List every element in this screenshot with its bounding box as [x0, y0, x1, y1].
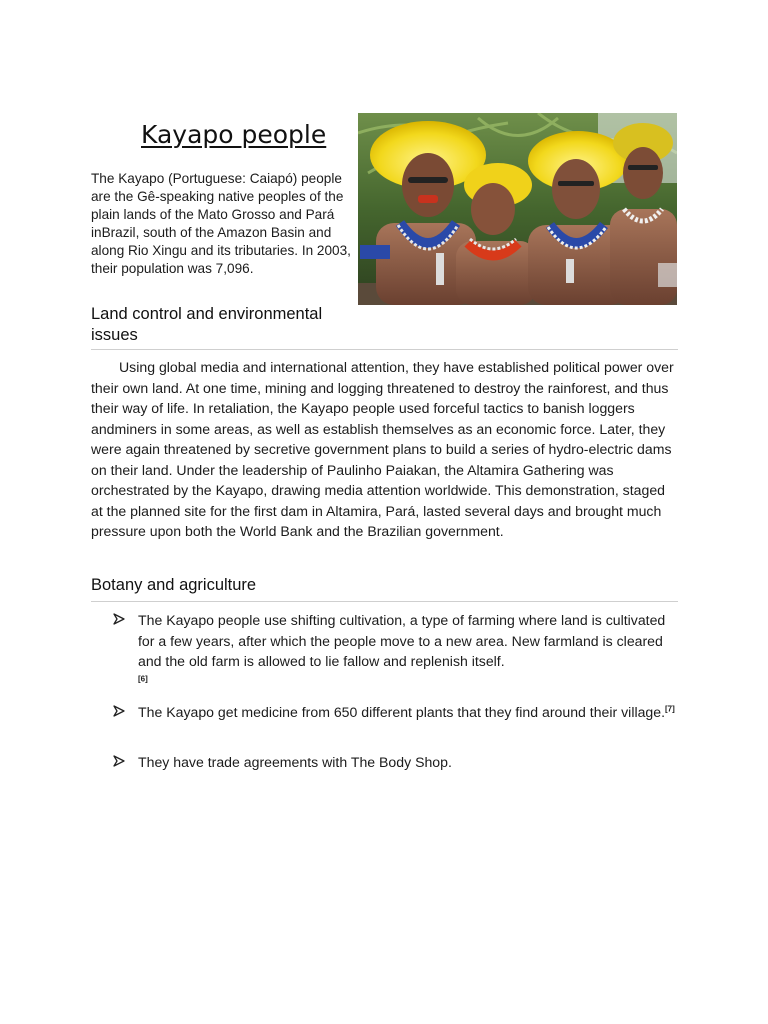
list-item-body: The Kayapo get medicine from 650 different plants that they find around their village.: [138, 704, 666, 720]
section-heading-land-control: Land control and environmental issues: [91, 305, 323, 344]
arrowhead-bullet-icon: [113, 613, 125, 625]
kayapo-photo: [358, 113, 677, 305]
list-item-text: [138, 610, 683, 692]
arrowhead-bullet-icon: [113, 705, 125, 717]
section-divider: [91, 601, 678, 602]
page-title: Kayapo people: [141, 120, 327, 149]
section-heading-botany: Botany and agriculture: [91, 576, 257, 594]
list-item-text: [138, 702, 683, 723]
list-item-body: The Kayapo people use shifting cultivation, a type of farming where land is cultivated for a few years, after which the people move to a new area. New farmland is cleared and the old farm is allowed to lie fallow and replenish itself.: [138, 612, 666, 669]
arrowhead-bullet-icon: [113, 755, 125, 767]
list-item-text: [138, 752, 683, 773]
intro-paragraph: The Kayapo (Portuguese: Caiapó) people are the Gê-speaking native peoples of the plain lands of the Mato Grosso and Pará inBrazil, south of the Amazon Basin and along Rio Xingu and its tributaries. In 2003, their population was 7,096.: [91, 171, 351, 276]
section-divider: [91, 349, 678, 350]
land-control-paragraph: Using global media and international attention, they have established political power over their own land. At one time, mining and logging threatened to destroy the rainforest, and thus their way of life. In retaliation, the Kayapo people used forceful tactics to banish loggers andminers in some areas, as well as establish themselves as an economic force. Later, they were again threatened by secretive government plans to build a series of hydro-electric dams on their land. Under the leadership of Paulinho Paiakan, the Altamira Gathering was orchestrated by the Kayapo, drawing media attention worldwide. This demonstration, staged at the planned site for the first dam in Altamira, Pará, lasted several days and brought much pressure upon both the World Bank and the Brazilian government.: [91, 359, 674, 539]
citation-ref[interactable]: [7]: [665, 704, 675, 714]
citation-ref[interactable]: [6]: [138, 673, 148, 683]
list-item-body: They have trade agreements with The Body Shop.: [138, 754, 452, 770]
